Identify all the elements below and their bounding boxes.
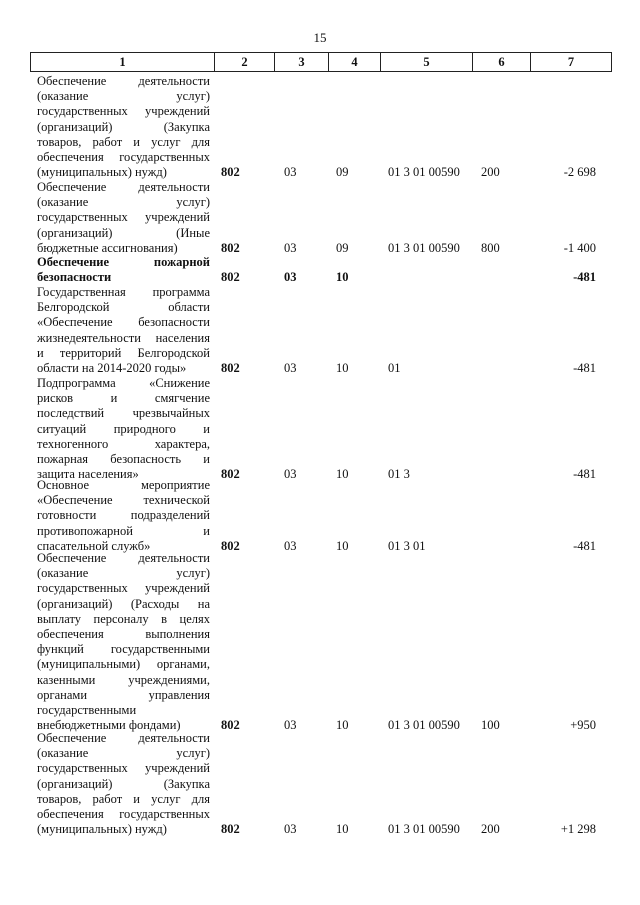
description-line: спасательной служб» [37, 538, 151, 553]
code-chapter-cell: 802 [221, 270, 240, 285]
table-row [0, 255, 640, 285]
column-header-7: 7 [567, 55, 575, 69]
table-row [0, 74, 640, 180]
table-row [0, 731, 640, 837]
table-row [0, 180, 640, 256]
description-line: безопасности [37, 270, 112, 285]
description-line: государственными [37, 703, 137, 718]
code-subsection-cell: 09 [336, 165, 349, 180]
description-line: «Обеспечение безопасности [37, 315, 210, 330]
description-line: государственных учреждений [37, 104, 210, 119]
code-chapter-cell: 802 [221, 240, 240, 255]
description-line: области на 2014-2020 годы» [37, 361, 187, 376]
amount-cell: -481 [573, 270, 596, 285]
code-subsection-cell: 10 [336, 538, 349, 553]
code-target-article-cell: 01 3 [388, 467, 410, 482]
description-line: казенными учреждениями, [37, 672, 210, 687]
description-line: Обеспечение деятельности [37, 74, 210, 88]
amount-cell: +950 [570, 718, 596, 733]
row-description [37, 285, 210, 376]
code-section-cell: 03 [284, 822, 297, 837]
description-line: (оказание услуг) [37, 566, 210, 581]
code-section-cell: 03 [284, 270, 297, 285]
description-line: выплату персоналу в целях [37, 611, 210, 626]
description-line: и территорий Белгородской [37, 345, 210, 360]
code-subsection-cell: 10 [336, 360, 349, 375]
description-line: функций государственными [37, 642, 210, 657]
code-target-article-cell: 01 3 01 [388, 538, 426, 553]
column-header-4: 4 [329, 53, 381, 71]
column-header-1: 1 [31, 53, 215, 71]
table-row [0, 551, 640, 733]
description-line: Подпрограмма «Снижение [37, 376, 210, 390]
code-subsection-cell: 10 [336, 718, 349, 733]
row-description [37, 74, 210, 180]
amount-cell: -1 400 [563, 240, 596, 255]
description-line: Государственная программа [37, 285, 210, 299]
amount-cell: -481 [573, 467, 596, 482]
column-header-2: 2 [215, 53, 275, 71]
row-description [37, 478, 210, 554]
description-line: последствий чрезвычайных [37, 406, 210, 421]
description-line: (муниципальных) нужд) [37, 822, 167, 837]
table-row [0, 478, 640, 554]
description-line: (оказание услуг) [37, 746, 210, 761]
amount-cell: -481 [573, 538, 596, 553]
description-line: «Обеспечение технической [37, 493, 210, 508]
description-line: товаров, работ и услуг для [37, 791, 210, 806]
description-line: (оказание услуг) [37, 195, 210, 210]
description-line: (организаций) (Иные [37, 225, 210, 240]
table-row [0, 285, 640, 376]
amount-cell: +1 298 [560, 822, 596, 837]
description-line: готовности подразделений [37, 508, 210, 523]
description-line: государственных учреждений [37, 761, 210, 776]
description-line: внебюджетными фондами) [37, 718, 181, 733]
code-target-article-cell: 01 3 01 00590 [388, 718, 460, 733]
description-line: (организаций) (Закупка [37, 776, 210, 791]
description-line: обеспечения государственных [37, 150, 210, 165]
row-description [37, 551, 210, 733]
code-section-cell: 03 [284, 240, 297, 255]
code-chapter-cell: 802 [221, 467, 240, 482]
description-line: противопожарной и [37, 523, 210, 538]
page-number: 15 [313, 30, 327, 45]
description-line: обеспечения государственных [37, 807, 210, 822]
code-chapter-cell: 802 [221, 822, 240, 837]
amount-cell: -481 [573, 360, 596, 375]
code-section-cell: 03 [284, 360, 297, 375]
description-line: (организаций) (Расходы на [37, 596, 210, 611]
code-expense-type-cell: 800 [481, 240, 500, 255]
code-expense-type-cell: 100 [481, 718, 500, 733]
table-row [0, 376, 640, 482]
description-line: Обеспечение деятельности [37, 180, 210, 194]
description-line: жизнедеятельности населения [37, 330, 210, 345]
row-description [37, 180, 210, 256]
code-target-article-cell: 01 3 01 00590 [388, 822, 460, 837]
column-header-5: 5 [381, 53, 473, 71]
column-header-6: 6 [473, 53, 531, 71]
description-line: пожарная безопасность и [37, 452, 210, 467]
description-line: (организаций) (Закупка [37, 119, 210, 134]
code-target-article-cell: 01 3 01 00590 [388, 240, 460, 255]
code-subsection-cell: 09 [336, 240, 349, 255]
code-section-cell: 03 [284, 165, 297, 180]
table-header [30, 52, 612, 72]
code-chapter-cell: 802 [221, 165, 240, 180]
description-line: техногенного характера, [37, 436, 210, 451]
description-line: товаров, работ и услуг для [37, 134, 210, 149]
code-section-cell: 03 [284, 718, 297, 733]
code-subsection-cell: 10 [336, 270, 349, 285]
description-line: органами управления [37, 687, 210, 702]
row-description [37, 255, 210, 285]
code-chapter-cell: 802 [221, 360, 240, 375]
description-line: Основное мероприятие [37, 478, 210, 492]
amount-cell: -2 698 [563, 165, 596, 180]
description-line: (муниципальными) органами, [37, 657, 210, 672]
column-header-3: 3 [275, 53, 329, 71]
description-line: государственных учреждений [37, 210, 210, 225]
description-line: ситуаций природного и [37, 421, 210, 436]
description-line: Белгородской области [37, 300, 210, 315]
code-chapter-cell: 802 [221, 718, 240, 733]
description-line: Обеспечение деятельности [37, 731, 210, 745]
row-description [37, 376, 210, 482]
description-line: государственных учреждений [37, 581, 210, 596]
code-subsection-cell: 10 [336, 822, 349, 837]
description-line: (оказание услуг) [37, 89, 210, 104]
code-target-article-cell: 01 3 01 00590 [388, 165, 460, 180]
code-subsection-cell: 10 [336, 467, 349, 482]
row-description [37, 731, 210, 837]
code-expense-type-cell: 200 [481, 165, 500, 180]
description-line: (муниципальных) нужд) [37, 165, 167, 180]
code-section-cell: 03 [284, 467, 297, 482]
description-line: Обеспечение деятельности [37, 551, 210, 565]
description-line: рисков и смягчение [37, 391, 210, 406]
code-target-article-cell: 01 [388, 360, 401, 375]
code-section-cell: 03 [284, 538, 297, 553]
description-line: обеспечения выполнения [37, 627, 210, 642]
code-chapter-cell: 802 [221, 538, 240, 553]
description-line: бюджетные ассигнования) [37, 240, 178, 255]
description-line: защита населения» [37, 467, 139, 482]
description-line: Обеспечение пожарной [37, 255, 210, 269]
code-expense-type-cell: 200 [481, 822, 500, 837]
